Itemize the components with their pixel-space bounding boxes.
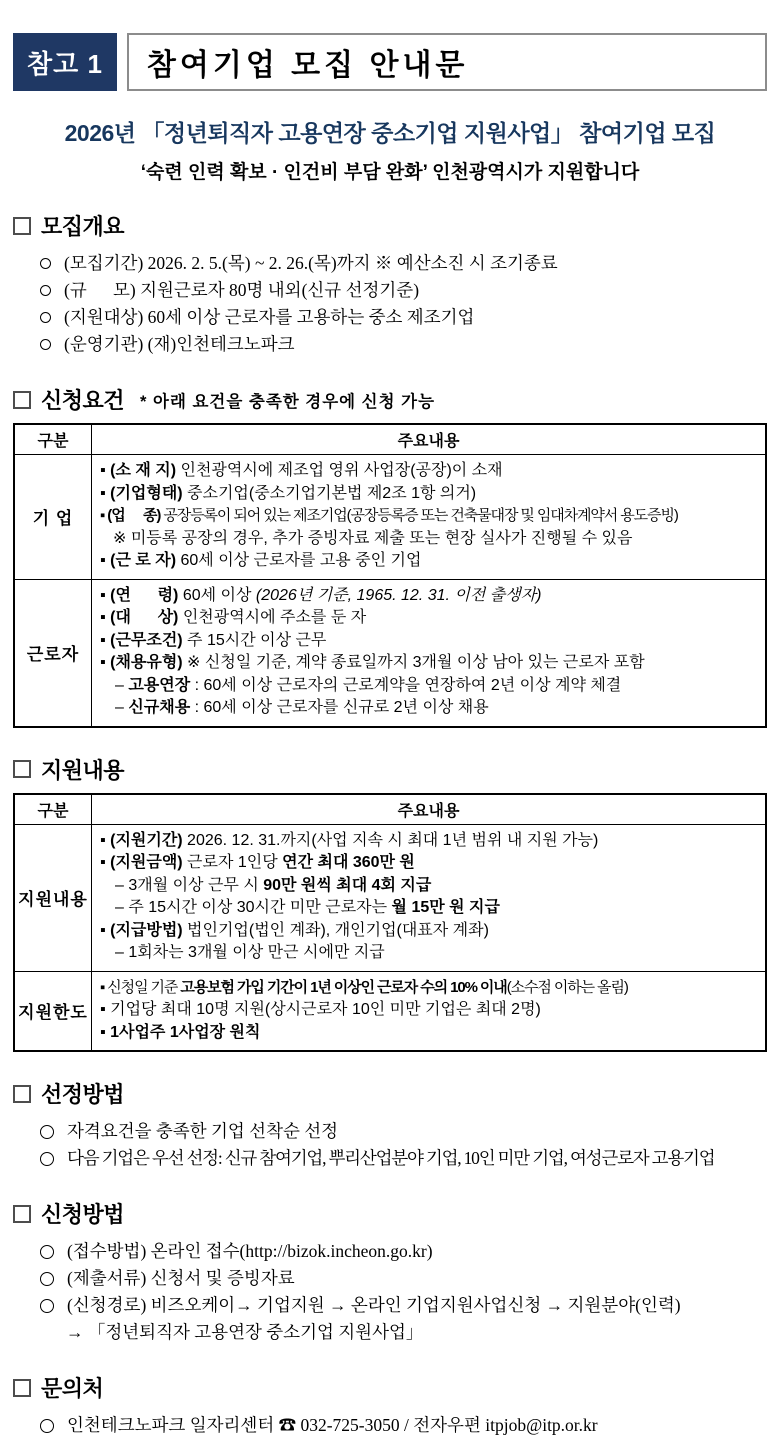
- line-text: [66, 1319, 423, 1346]
- line-text: [64, 304, 474, 331]
- square-bullet-icon: [13, 1085, 31, 1103]
- section-contact: [13, 1372, 767, 1439]
- text-line: [100, 897, 757, 920]
- text-segment: – 1회차는 3개월 이상 만근 시에만 지급: [115, 944, 385, 961]
- text-segment: ▪ 신청일 기준: [100, 978, 181, 996]
- circle-bullet-icon: [40, 1419, 54, 1433]
- text-segment: (채용유형): [110, 654, 183, 671]
- text-line: [100, 942, 757, 965]
- text-segment: 2026. 12. 31.까지(사업 지속 시 최대 1년 범위 내 지원 가능): [182, 831, 599, 849]
- text-segment: 연간 최대 360만 원: [282, 854, 415, 871]
- text-line: [40, 1265, 767, 1292]
- text-line: [100, 652, 757, 675]
- text-segment: ▪: [100, 654, 111, 671]
- text-segment: : 60세 이상 근로자의 근로계약을 연장하여 2년 이상 계약 체결: [190, 676, 622, 694]
- text-segment: 90만 원씩 최대 4회 지급: [263, 876, 432, 894]
- line-text: [100, 552, 421, 569]
- text-segment: 1사업주 1사업장 원칙: [110, 1023, 261, 1041]
- text-segment: ▪: [100, 507, 108, 524]
- table-header-row: [14, 424, 766, 455]
- text-segment: (신청경로) 비즈오케이→ 기업지원 → 온라인 기업지원사업신청 → 지원분야(인력): [67, 1295, 681, 1315]
- table-content-cell: [92, 971, 767, 1051]
- col-header-category: 구분: [14, 424, 92, 455]
- circle-bullet-icon: [40, 339, 51, 350]
- program-title: 2026년 「정년퇴직자 고용연장 중소기업 지원사업」 참여기업 모집: [64, 120, 716, 146]
- table-label-cell: 지원한도: [14, 971, 92, 1051]
- text-segment: 공장등록이 되어 있는 제조기업(공장등록증 또는 건축물대장 및 임대차계약서 용도증빙): [160, 507, 678, 524]
- section-overview: [13, 210, 767, 358]
- text-segment: ): [426, 1241, 433, 1261]
- table-label-cell: 지원내용: [14, 824, 92, 971]
- square-bullet-icon: [13, 760, 31, 778]
- text-segment: – 3개월 이상 근무 시: [115, 876, 264, 894]
- section-title: 지원내용: [41, 757, 125, 783]
- text-line: [100, 977, 757, 1000]
- text-line: [40, 1238, 767, 1265]
- text-segment: ▪: [100, 921, 111, 939]
- line-text: [67, 1292, 681, 1319]
- table-row: [14, 971, 766, 1051]
- circle-bullet-icon: [40, 1245, 54, 1259]
- text-line: [100, 460, 757, 483]
- text-segment: ▪: [100, 586, 111, 604]
- text-segment: 인천광역시에 주소를 둔 자: [178, 609, 367, 626]
- text-line: [40, 1145, 767, 1172]
- text-segment: 60세 이상 근로자를 고용 중인 기업: [176, 552, 422, 569]
- line-text: [100, 1001, 541, 1018]
- selection-list: [13, 1118, 767, 1172]
- square-bullet-icon: [13, 217, 31, 235]
- section-selection: [13, 1078, 767, 1172]
- phone-icon: ☎: [278, 1415, 297, 1435]
- text-line: [100, 697, 757, 720]
- line-text: [64, 277, 419, 304]
- text-segment: ▪: [100, 1023, 111, 1041]
- application-list: [13, 1238, 767, 1346]
- text-segment: 자격요건을 충족한 기업 선착순 선정: [67, 1121, 339, 1141]
- section-title: 신청방법: [41, 1202, 125, 1227]
- text-line: [40, 1118, 767, 1145]
- line-text: [100, 832, 598, 849]
- section-support: [13, 754, 767, 1053]
- text-segment: ▪: [100, 462, 111, 479]
- section-requirements-heading: [13, 384, 767, 415]
- line-text: [64, 250, 558, 277]
- table-label-cell: 근로자: [14, 579, 92, 727]
- section-selection-heading: [13, 1078, 767, 1109]
- line-text: [67, 1412, 598, 1439]
- text-segment: (운영기관) (재)인천테크노파크: [64, 334, 295, 354]
- text-segment: 다음 기업은 우선 선정: 신규 참여기업, 뿌리산업분야 기업, 10인 미만 기업, 여성근로자 고용기업: [67, 1148, 715, 1168]
- line-text: [67, 1265, 295, 1292]
- text-segment: (소 재 지): [110, 462, 177, 479]
- text-segment: (지원금액): [110, 854, 183, 871]
- line-text: [67, 1118, 338, 1145]
- line-text: [100, 854, 415, 871]
- contact-email[interactable]: itpjob@itp.or.kr: [485, 1415, 598, 1435]
- line-text: [67, 1238, 433, 1265]
- line-text: [113, 530, 632, 547]
- application-url[interactable]: http://bizok.incheon.go.kr: [245, 1241, 427, 1261]
- line-text: [100, 507, 678, 524]
- text-segment: (규 모) 지원근로자 80명 내외(신규 선정기준): [64, 280, 420, 300]
- text-segment: 신규채용: [128, 699, 191, 716]
- text-segment: ▪: [100, 484, 111, 502]
- table-content-cell: [92, 579, 767, 727]
- text-line: [40, 1319, 767, 1346]
- circle-bullet-icon: [40, 1299, 54, 1313]
- text-segment: 인천테크노파크 일자리센터: [67, 1415, 279, 1435]
- circle-bullet-icon: [40, 1152, 54, 1166]
- text-line: [40, 331, 767, 358]
- text-segment: ▪: [100, 854, 111, 871]
- line-text: [67, 1145, 714, 1172]
- circle-bullet-icon: [40, 312, 51, 323]
- text-segment: ▪: [100, 609, 111, 626]
- section-title: 문의처: [41, 1376, 104, 1401]
- program-subtitle: ‘숙련 인력 확보 · 인건비 부담 완화’ 인천광역시가 지원합니다: [140, 162, 640, 183]
- reference-badge: 참고 1: [13, 33, 117, 91]
- text-segment: 법인기업(법인 계좌), 개인기업(대표자 계좌): [182, 921, 489, 939]
- line-text: [100, 1024, 260, 1041]
- section-requirements: [13, 384, 767, 728]
- section-title: 모집개요: [41, 214, 125, 239]
- text-line: [100, 999, 757, 1022]
- table-row: [14, 455, 766, 580]
- table-row: [14, 579, 766, 727]
- section-note: * 아래 요건을 충족한 경우에 신청 가능: [140, 392, 436, 411]
- text-segment: 근로자 1인당: [182, 854, 283, 871]
- line-text: [64, 331, 295, 358]
- line-text: [115, 877, 431, 894]
- text-segment: (소수점 이하는 올림): [506, 978, 628, 996]
- text-segment: (근무조건): [110, 631, 183, 649]
- section-contact-heading: [13, 1372, 767, 1403]
- text-segment: 고용연장: [128, 676, 191, 694]
- section-application: [13, 1198, 767, 1346]
- text-line: [100, 875, 757, 898]
- text-line: [100, 675, 757, 698]
- table-content-cell: [92, 455, 767, 580]
- section-support-heading: [13, 754, 767, 785]
- text-segment: 032-725-3050 / 전자우편: [296, 1415, 486, 1435]
- text-segment: (지원기간): [110, 831, 183, 849]
- text-segment: ▪: [100, 631, 111, 649]
- text-segment: ※ 신청일 기준, 계약 종료일까지 3개월 이상 남아 있는 근로자 포함: [182, 654, 645, 671]
- text-segment: – 주 15시간 이상 30시간 미만 근로자는: [115, 899, 392, 916]
- text-segment: (업 종): [107, 507, 161, 524]
- table-header-row: [14, 794, 766, 825]
- line-text: [100, 462, 503, 479]
- text-line: [40, 250, 767, 277]
- text-line: [100, 585, 757, 608]
- circle-bullet-icon: [40, 258, 51, 269]
- line-text: [115, 677, 621, 694]
- overview-list: [13, 250, 767, 358]
- text-segment: –: [115, 676, 129, 694]
- text-segment: ▪: [100, 831, 111, 849]
- text-segment: (2026년 기준, 1965. 12. 31. 이전 출생자): [255, 586, 542, 604]
- text-segment: (대 상): [110, 609, 179, 626]
- text-segment: ▪: [100, 552, 111, 569]
- text-line: [100, 607, 757, 630]
- section-title: 신청요건: [41, 388, 125, 413]
- support-table: [13, 793, 767, 1053]
- circle-bullet-icon: [40, 285, 51, 296]
- text-line: [100, 528, 757, 551]
- line-text: [115, 699, 489, 716]
- text-line: [40, 1292, 767, 1319]
- text-line: [100, 1022, 757, 1045]
- text-segment: 고용보험 가입 기간이 1년 이상인 근로자 수의 10% 이내: [180, 978, 507, 996]
- text-line: [100, 920, 757, 943]
- line-text: [100, 979, 628, 996]
- text-line: [100, 483, 757, 506]
- line-text: [100, 654, 645, 671]
- text-segment: 60세 이상: [178, 586, 256, 604]
- circle-bullet-icon: [40, 1272, 54, 1286]
- square-bullet-icon: [13, 391, 31, 409]
- text-segment: (근 로 자): [110, 552, 177, 569]
- line-text: [115, 944, 385, 961]
- text-line: [100, 830, 757, 853]
- text-line: [100, 550, 757, 573]
- text-line: [100, 852, 757, 875]
- text-line: [40, 277, 767, 304]
- square-bullet-icon: [13, 1379, 31, 1397]
- requirements-table: [13, 423, 767, 728]
- text-segment: (지급방법): [110, 921, 183, 939]
- contact-list: [13, 1412, 767, 1439]
- text-segment: → 「정년퇴직자 고용연장 중소기업 지원사업」: [66, 1322, 424, 1342]
- text-segment: (모집기간) 2026. 2. 5.(목) ~ 2. 26.(목)까지 ※ 예산소진 시 조기종료: [64, 253, 558, 273]
- table-label-cell: 기 업: [14, 455, 92, 580]
- line-text: [100, 609, 366, 626]
- col-header-category: 구분: [14, 794, 92, 825]
- document-title-box: 참여기업 모집 안내문: [127, 33, 767, 91]
- text-segment: (연 령): [110, 586, 179, 604]
- text-line: [100, 505, 757, 528]
- text-segment: ※ 미등록 공장의 경우, 추가 증빙자료 제출 또는 현장 실사가 진행될 수 있음: [113, 529, 633, 547]
- text-segment: 중소기업(중소기업기본법 제2조 1항 의거): [182, 484, 477, 502]
- line-text: [100, 922, 489, 939]
- col-header-details: 주요내용: [92, 794, 767, 825]
- table-content-cell: [92, 824, 767, 971]
- document-header: [13, 33, 767, 91]
- text-segment: (제출서류) 신청서 및 증빙자료: [67, 1268, 295, 1288]
- line-text: [115, 899, 500, 916]
- circle-bullet-icon: [40, 1125, 54, 1139]
- text-line: [40, 304, 767, 331]
- table-row: [14, 824, 766, 971]
- col-header-details: 주요내용: [92, 424, 767, 455]
- text-line: [100, 630, 757, 653]
- text-segment: (지원대상) 60세 이상 근로자를 고용하는 중소 제조기업: [64, 307, 475, 327]
- section-title: 선정방법: [41, 1082, 125, 1107]
- line-text: [100, 587, 541, 604]
- text-segment: (접수방법) 온라인 접수(: [67, 1241, 246, 1261]
- text-segment: 월 15만 원 지급: [391, 899, 500, 916]
- text-segment: (기업형태): [110, 484, 183, 502]
- text-line: [40, 1412, 767, 1439]
- text-segment: ▪ 기업당 최대 10명 지원(상시근로자 10인 미만 기업은 최대 2명): [100, 1001, 541, 1018]
- text-segment: 인천광역시에 제조업 영위 사업장(공장)이 소재: [176, 462, 503, 479]
- line-text: [100, 485, 476, 502]
- section-overview-heading: [13, 210, 767, 241]
- line-text: [100, 632, 326, 649]
- text-segment: : 60세 이상 근로자를 신규로 2년 이상 채용: [190, 699, 489, 716]
- text-segment: 주 15시간 이상 근무: [182, 631, 327, 649]
- text-segment: –: [115, 699, 129, 716]
